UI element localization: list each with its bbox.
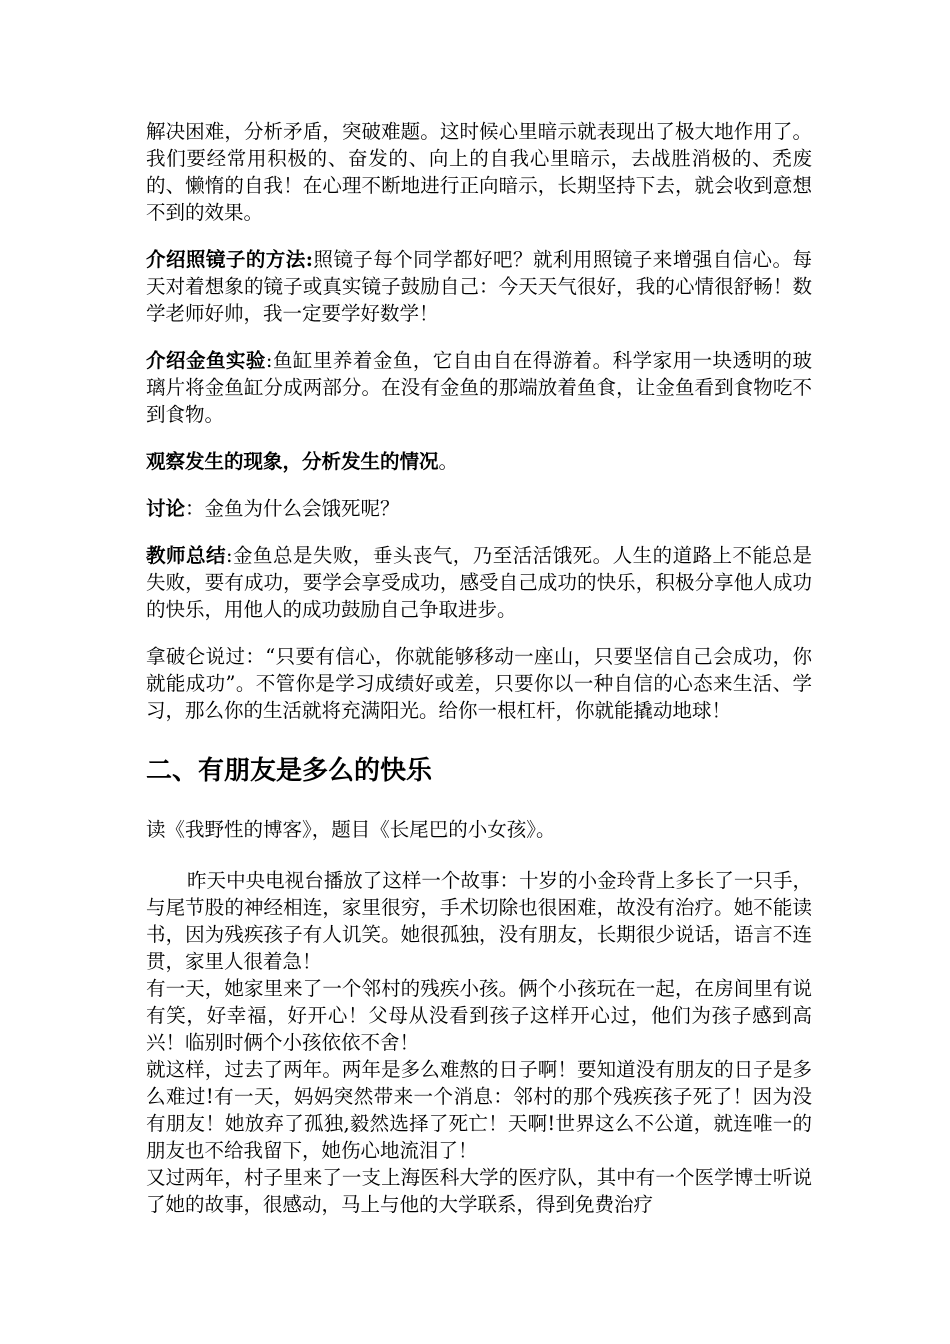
story-paragraph-4: 又过两年，村子里来了一支上海医科大学的医疗队，其中有一个医学博士听说了她的故事，很感动，马上与他的大学联系，得到免费治疗 (146, 1166, 812, 1216)
paragraph-mirror (146, 246, 812, 327)
paragraph-napoleon: 拿破仑说过：“只要有信心，你就能够移动一座山，只要坚信自己会成功，你就能成功”。不管你是学习成绩好或差，只要你以一种自信的心态来生活、学习，那么你的生活就将充满阳光。给你一根杠杆，你就能撬动地球！ (146, 645, 812, 722)
mirror-text: 照镜子每个同学都好吧？就利用照镜子来增强自信心。每天对着想象的镜子或真实镜子鼓励自己：今天天气很好，我的心情很舒畅！数学老师好帅，我一定要学好数学！ (146, 248, 812, 325)
paragraph-goldfish (146, 347, 812, 428)
story-paragraph-1: 昨天中央电视台播放了这样一个故事：十岁的小金玲背上多长了一只手，与尾节股的神经相连，家里很穷，手术切除也很困难，故没有治疗。她不能读书，因为残疾孩子有人讥笑。她很孤独，没有朋友，长期很少说话，语言不连贯，家里人很着急！ (146, 869, 812, 973)
observe-end: 。 (438, 450, 459, 473)
mirror-label: 介绍照镜子的方法 (146, 248, 306, 271)
summary-sep: : (225, 544, 233, 567)
section-heading: 二、有朋友是多么的快乐 (146, 756, 433, 786)
goldfish-sep: : (265, 349, 273, 372)
mirror-sep: : (305, 248, 313, 271)
summary-label: 教师总结 (146, 544, 226, 567)
discuss-text: 金鱼为什么会饿死呢？ (204, 497, 400, 520)
goldfish-text: 鱼缸里养着金鱼，它自由自在得游着。科学家用一块透明的玻璃片将金鱼缸分成两部分。在没有金鱼的那端放着鱼食，让金鱼看到食物吃不到食物。 (146, 349, 812, 426)
paragraph-summary (146, 542, 812, 623)
summary-text: 金鱼总是失败，垂头丧气，乃至活活饿死。人生的道路上不能总是失败，要有成功，要学会享受成功，感受自己成功的快乐，积极分享他人成功的快乐，用他人的成功鼓励自己争取进步。 (146, 544, 812, 621)
paragraph-observe (146, 448, 812, 475)
story-paragraph-2: 有一天，她家里来了一个邻村的残疾小孩。俩个小孩玩在一起，在房间里有说有笑，好幸福，好开心！父母从没看到孩子这样开心过，他们为孩子感到高兴！临别时俩个小孩依依不舍！ (146, 977, 812, 1054)
paragraph-discuss (146, 495, 812, 522)
goldfish-label: 介绍金鱼实验 (146, 349, 266, 372)
discuss-sep: ： (185, 497, 205, 520)
observe-label: 观察发生的现象，分析发生的情况 (146, 450, 439, 473)
document-page (146, 118, 812, 1218)
paragraph-suggestion: 解决困难，分析矛盾，突破难题。这时候心里暗示就表现出了极大地作用了。我们要经常用积极的、奋发的、向上的自我心里暗示，去战胜消极的、禿废的、懒惰的自我！在心理不断地进行正向暗示，长期坚持下去，就会收到意想不到的效果。 (146, 120, 812, 224)
discuss-label: 讨论 (146, 497, 186, 520)
paragraph-read: 读《我野性的博客》，题目《长尾巴的小女孩》。 (146, 818, 556, 841)
story-paragraph-3: 就这样，过去了两年。两年是多么难熬的日子啊！要知道没有朋友的日子是多么难过!有一天，妈妈突然带来一个消息：邻村的那个残疾孩子死了！因为没有朋友！她放弃了孤独,毅然选择了死亡！天啊!世界这么不公道，就连唯一的朋友也不给我留下，她伤心地流泪了！ (146, 1058, 812, 1162)
